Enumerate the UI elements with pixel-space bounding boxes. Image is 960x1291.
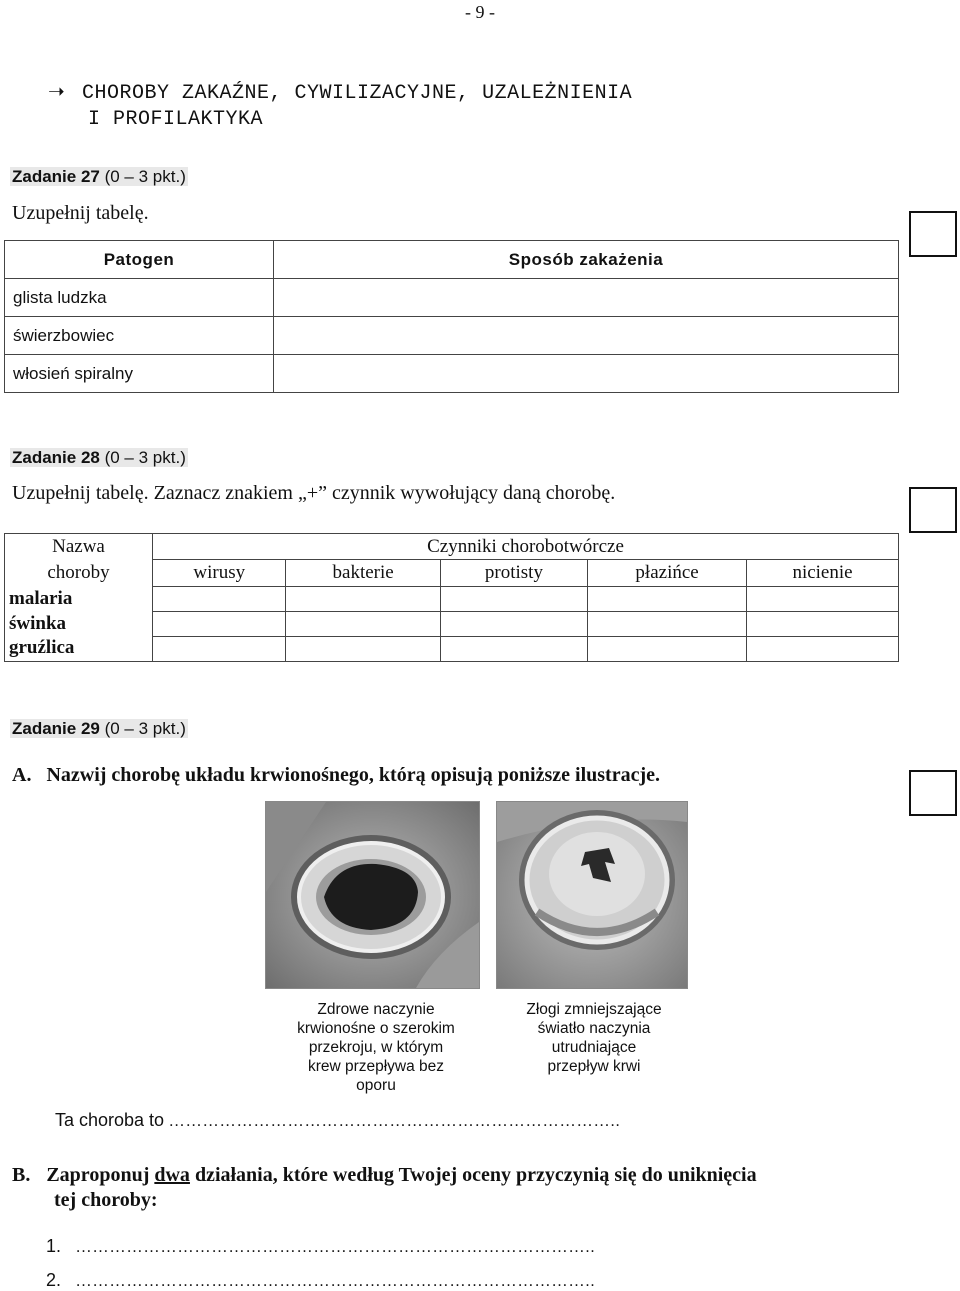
mark-cell[interactable] (747, 636, 899, 661)
task28-table (4, 533, 899, 662)
arrow-right-icon: ➝ (48, 79, 66, 103)
answer-cell[interactable] (274, 317, 899, 355)
task29-part-b (12, 1164, 896, 1212)
score-box-29 (909, 770, 957, 816)
part-b-line2: tej choroby: (54, 1189, 158, 1211)
disease-gruzlica: gruźlica (5, 636, 153, 661)
section-title (48, 78, 632, 133)
row-pathogen: włosień spiralny (5, 355, 274, 393)
caption-line: utrudniające (551, 1039, 637, 1056)
disease-malaria: malaria (5, 586, 153, 611)
answer-number: 1. (46, 1236, 62, 1256)
task27-number: Zadanie 27 (12, 167, 100, 186)
mark-cell[interactable] (588, 611, 747, 636)
mark-cell[interactable] (153, 586, 286, 611)
mark-cell[interactable] (153, 636, 286, 661)
answer-line-1 (46, 1236, 596, 1257)
header-disease-line2: choroby (47, 562, 110, 583)
answer-line-a (55, 1110, 621, 1131)
task28-number: Zadanie 28 (12, 448, 100, 467)
part-a-text: Nazwij chorobę układu krwionośnego, którą opisują poniższe ilustracje. (46, 764, 660, 786)
row-pathogen: świerzbowiec (5, 317, 274, 355)
answer-prefix: Ta choroba to (55, 1110, 165, 1130)
answer-number: 2. (46, 1270, 62, 1290)
mark-cell[interactable] (286, 636, 440, 661)
row-pathogen: glista ludzka (5, 279, 274, 317)
disease-swinka: świnka (5, 611, 153, 636)
answer-cell[interactable] (274, 355, 899, 393)
caption-line: przekroju, w którym (308, 1039, 444, 1056)
mark-cell[interactable] (747, 586, 899, 611)
task29-part-a (12, 764, 660, 787)
factor-wirusy: wirusy (153, 560, 286, 586)
task27-heading (10, 167, 188, 187)
caption-line: oporu (356, 1077, 396, 1094)
task29-points: (0 – 3 pkt.) (99, 719, 186, 738)
factor-bakterie: bakterie (286, 560, 440, 586)
section-title-line1: CHOROBY ZAKAŹNE, CYWILIZACYJNE, UZALEŻNIENIA (82, 82, 633, 105)
factor-plazince: płazińce (588, 560, 747, 586)
part-a-label: A. (12, 764, 32, 786)
caption-plaque (500, 1000, 688, 1076)
part-b-text-post: działania, które według Twojej oceny przyczynią się do uniknięcia (189, 1164, 757, 1186)
task29-number: Zadanie 29 (12, 719, 100, 738)
factor-nicienie: nicienie (747, 560, 899, 586)
answer-field-1[interactable]: ……………………………………………………………………………….. (75, 1239, 596, 1256)
caption-line: Złogi zmniejszające (526, 1001, 662, 1018)
mark-cell[interactable] (588, 586, 747, 611)
header-sposob: Sposób zakażenia (274, 241, 899, 279)
part-b-text-pre: Zaproponuj (46, 1164, 155, 1186)
answer-field-2[interactable]: ……………………………………………………………………………….. (75, 1273, 596, 1290)
task28-points: (0 – 3 pkt.) (99, 448, 186, 467)
task27-instruction: Uzupełnij tabelę. (12, 202, 149, 224)
mark-cell[interactable] (286, 611, 440, 636)
answer-line-2 (46, 1270, 596, 1291)
healthy-vessel-image (265, 801, 480, 989)
mark-cell[interactable] (440, 586, 587, 611)
mark-cell[interactable] (440, 636, 587, 661)
header-factors: Czynniki chorobotwórcze (153, 534, 899, 560)
mark-cell[interactable] (747, 611, 899, 636)
mark-cell[interactable] (440, 611, 587, 636)
task29-heading (10, 719, 188, 739)
header-patogen: Patogen (5, 241, 274, 279)
score-box-28 (909, 487, 957, 533)
part-b-underlined: dwa (154, 1164, 190, 1186)
mark-cell[interactable] (286, 586, 440, 611)
caption-line: światło naczynia (537, 1020, 651, 1037)
caption-line: krwionośne o szerokim (297, 1020, 455, 1037)
header-disease-line1: Nazwa (52, 536, 105, 557)
caption-healthy (270, 1000, 482, 1095)
answer-field-a[interactable]: …………………………………………………………………….. (168, 1113, 621, 1130)
mark-cell[interactable] (588, 636, 747, 661)
part-b-label: B. (12, 1164, 31, 1186)
caption-line: przepływ krwi (547, 1058, 641, 1075)
task27-table (4, 240, 899, 393)
mark-cell[interactable] (153, 611, 286, 636)
caption-line: Zdrowe naczynie (317, 1001, 435, 1018)
factor-protisty: protisty (440, 560, 587, 586)
caption-line: krew przepływa bez (307, 1058, 445, 1075)
section-title-line2: I PROFILAKTYKA (88, 108, 264, 131)
page-number: - 9 - (465, 2, 495, 22)
plaque-vessel-image (496, 801, 688, 989)
task28-heading (10, 448, 188, 468)
task27-points: (0 – 3 pkt.) (99, 167, 186, 186)
score-box-27 (909, 211, 957, 257)
header-disease-name (5, 534, 153, 587)
task28-instruction: Uzupełnij tabelę. Zaznacz znakiem „+” czynnik wywołujący daną chorobę. (12, 482, 616, 504)
answer-cell[interactable] (274, 279, 899, 317)
